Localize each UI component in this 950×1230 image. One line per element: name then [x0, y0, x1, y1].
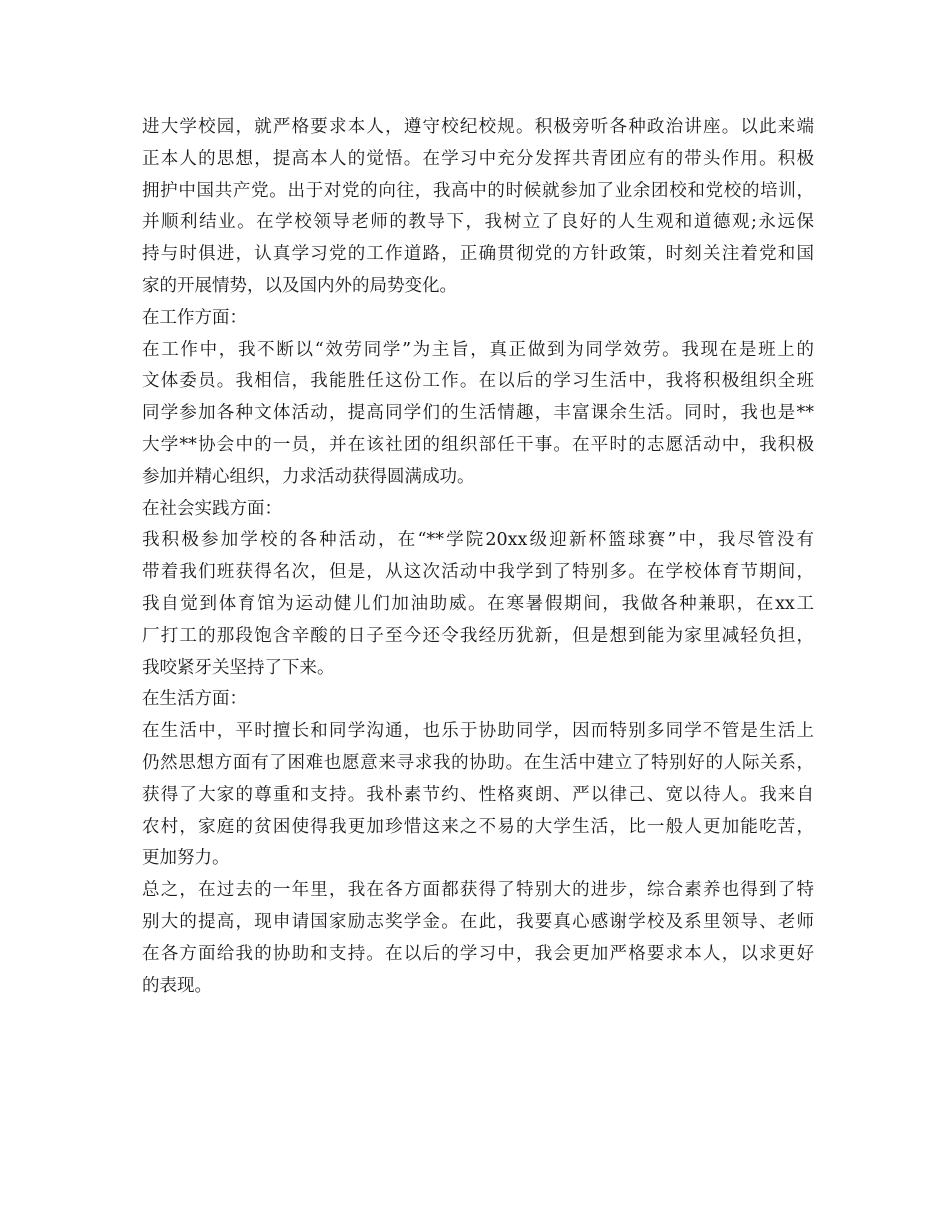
text-line: 带着我们班获得名次，但是，从这次活动中我学到了特别多。在学校体育节期间， [142, 562, 814, 583]
text-line: 更加努力。 [142, 848, 230, 869]
text-line: 在生活中，平时擅长和同学沟通，也乐于协助同学，因而特别多同学不管是生活上 [142, 721, 814, 742]
text-line: 进大学校园，就严格要求本人，遵守校纪校规。积极旁听各种政治讲座。以此来端 [142, 117, 814, 137]
text-line: 参加并精心组织，力求活动获得圆满成功。 [142, 466, 475, 487]
text-line: 在工作中，我不断以“效劳同学”为主旨，真正做到为同学效劳。我现在是班上的 [142, 339, 814, 360]
section-heading-life: 在生活方面： [142, 689, 247, 710]
text-line: 我积极参加学校的各种活动，在“**学院20xx级迎新杯篮球赛”中，我尽管没有 [142, 530, 814, 551]
text-line: 获得了大家的尊重和支持。我朴素节约、性格爽朗、严以律己、宽以待人。我来自 [142, 784, 814, 805]
text-line: 拥护中国共产党。出于对党的向往，我高中的时候就参加了业余团校和党校的培训， [142, 180, 814, 201]
text-line: 总之，在过去的一年里，我在各方面都获得了特别大的进步，综合素养也得到了特 [142, 880, 814, 901]
text-line: 并顺利结业。在学校领导老师的教导下，我树立了良好的人生观和道德观;永远保 [142, 212, 814, 233]
text-line: 家的开展情势，以及国内外的局势变化。 [142, 275, 457, 296]
text-line: 的表现。 [142, 975, 212, 996]
text-line: 持与时俱进，认真学习党的工作道路，正确贯彻党的方针政策，时刻关注着党和国 [142, 244, 814, 265]
text-line: 正本人的思想，提高本人的觉悟。在学习中充分发挥共青团应有的带头作用。积极 [142, 148, 814, 169]
text-line: 我咬紧牙关坚持了下来。 [142, 657, 335, 678]
text-line: 仍然思想方面有了困难也愿意来寻求我的协助。在生活中建立了特别好的人际关系， [142, 752, 814, 773]
text-line: 我自觉到体育馆为运动健儿们加油助威。在寒暑假期间，我做各种兼职，在xx工 [142, 593, 814, 614]
text-line: 在各方面给我的协助和支持。在以后的学习中，我会更加严格要求本人，以求更好 [142, 943, 814, 964]
document-body [142, 112, 814, 1002]
text-line: 别大的提高，现申请国家励志奖学金。在此，我要真心感谢学校及系里领导、老师 [142, 911, 814, 932]
text-line: 文体委员。我相信，我能胜任这份工作。在以后的学习生活中，我将积极组织全班 [142, 371, 814, 392]
text-line: 农村，家庭的贫困使得我更加珍惜这来之不易的大学生活，比一般人更加能吃苦， [142, 816, 814, 837]
section-heading-work: 在工作方面： [142, 307, 247, 328]
text-line: 同学参加各种文体活动，提高同学们的生活情趣，丰富课余生活。同时，我也是** [142, 403, 814, 424]
section-heading-social-practice: 在社会实践方面： [142, 498, 282, 519]
text-line: 大学**协会中的一员，并在该社团的组织部任干事。在平时的志愿活动中，我积极 [142, 434, 814, 455]
text-line: 厂打工的那段饱含辛酸的日子至今还令我经历犹新，但是想到能为家里减轻负担， [142, 625, 814, 646]
